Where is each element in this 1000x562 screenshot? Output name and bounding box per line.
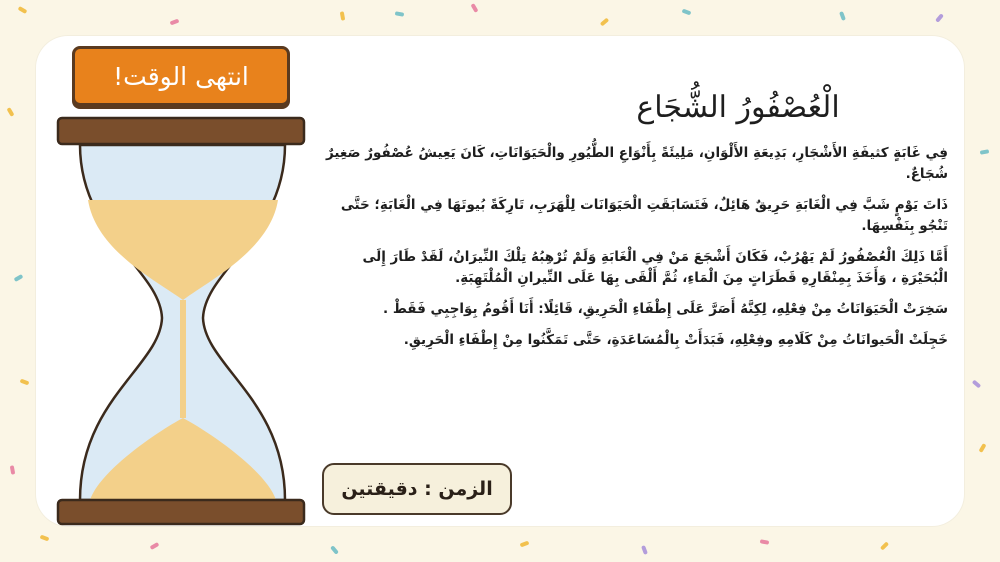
timeout-banner[interactable] [72, 46, 290, 106]
timeout-label: انتهى الوقت! [113, 61, 249, 91]
story-paragraph: سَخِرَتْ الْحَيَوَانَاتُ مِنْ فِعْلِهِ، لِكِنَّهُ أَصَرَّ عَلَى إِطْفَاءِ الْحَرِيقِ، قَائِلًا: أَنَا أَقُومُ بِوَاجِبِي فَقَطْ . [382, 301, 948, 317]
confetti [935, 13, 944, 22]
story-paragraph: فِي غَابَةٍ كثيفَةِ الأَشْجَارِ، بَدِيعَةِ الأَلْوَانِ، مَلِيئَةً بِأَنْوَاعِ الطُّيُورِ والْحَيَوَانَاتِ، كَانَ يَعِيشُ عُصْفُورٌ صَغِيرٌ شُجَاعٌ. [325, 145, 948, 182]
confetti [520, 541, 530, 548]
story-paragraph: خَجِلَتْ الْحَيوانَاتُ مِنْ كَلَامِهِ وفِعْلِهِ، فَبَدَأَتْ بِالْمُسَاعَدَةِ، حَتَّى تَمَكَّنُوا مِنْ إِطْفَاءِ الْحَرِيقِ. [403, 332, 948, 348]
confetti [760, 539, 770, 545]
confetti [641, 545, 648, 555]
confetti [682, 9, 692, 16]
confetti [839, 11, 846, 21]
confetti [980, 149, 990, 155]
story-paragraph: ذَاتَ يَوْمٍ شَبَّ فِي الْغَابَةِ حَرِيقٌ هَائِلٌ، فَتَسَابَقَتِ الْحَيَوَانَات لِلْهَرَبِ، تَارِكَةً بُيوتَهَا فِي الْغَابَةِ؛ حَتَّى تَنْجُو بِنَفْسِهَا. [340, 197, 948, 234]
time-badge [322, 463, 512, 515]
confetti [395, 11, 405, 17]
confetti [340, 11, 346, 21]
confetti [471, 3, 479, 13]
time-label: الزمن : دقيقتين [341, 478, 493, 500]
story-paragraph: أَمَّا ذَلِكَ الْعُصْفُورُ لَمْ يَهْرُبْ، فَكَانَ أَشْجَعَ مَنْ فِي الْغَابَةِ وَلَمْ تُرْهِبُهُ تِلْكَ النِّيرَانُ، لَقَدْ طَارَ إِلَى الْبُحَيْرَةِ ، وَأَخَذَ بِمِنْقَارِهِ قَطَرَاتٍ مِنَ الْمَاءِ، ثُمَّ أَلْقَى بِهَا عَلَى النِّيرانِ الْمُلْتَهِبَةِ. [362, 249, 948, 286]
story-title: الْعُصْفُورُ الشُّجَاع [636, 90, 840, 125]
confetti [600, 18, 609, 27]
story-panel [312, 90, 948, 361]
confetti [972, 380, 981, 389]
confetti [150, 542, 160, 550]
confetti [979, 443, 987, 453]
confetti [880, 541, 889, 550]
confetti [330, 545, 339, 554]
